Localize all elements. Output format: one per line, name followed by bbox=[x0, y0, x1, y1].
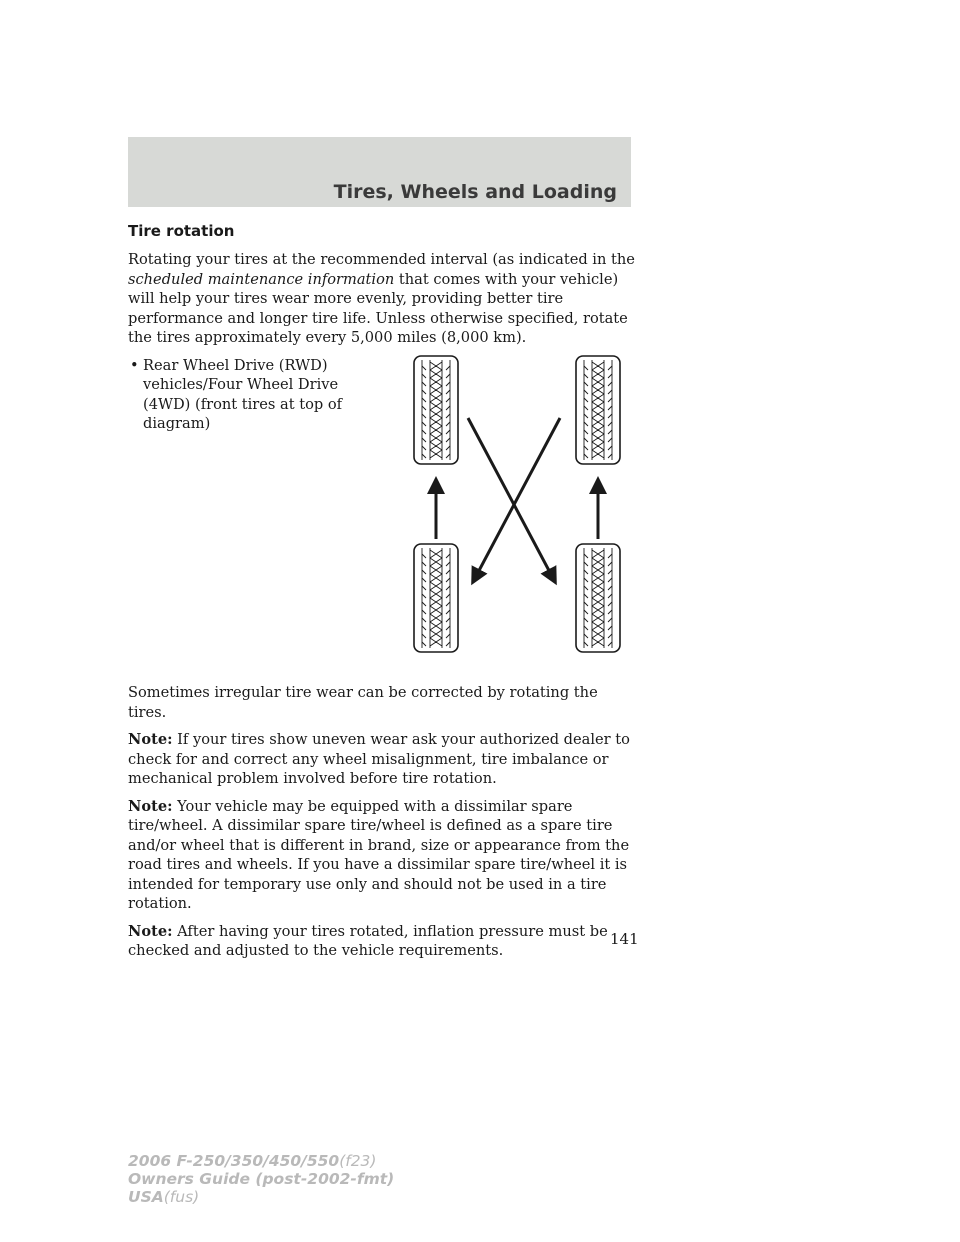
intro-text-end: that comes with your vehicle) will help your tires wear more evenly, providing better tire performance and longer tire life. Unless otherwise specified, rotate the tires approximately every 5,000 miles (8,000 km). bbox=[128, 270, 628, 346]
rotation-arrow-icon bbox=[468, 418, 554, 580]
section-title: Tires, Wheels and Loading bbox=[333, 181, 617, 203]
note-label: Note: bbox=[128, 922, 173, 940]
after-diagram-content bbox=[128, 683, 638, 969]
note-label: Note: bbox=[128, 797, 173, 815]
note-paragraph bbox=[128, 797, 638, 914]
footer-region-code: (fus) bbox=[163, 1188, 200, 1206]
tire-icon bbox=[414, 356, 458, 464]
footer-model-code: (f23) bbox=[339, 1152, 377, 1170]
bullet-marker: • bbox=[130, 356, 139, 374]
footer-model-line bbox=[128, 1152, 394, 1170]
irregular-wear-paragraph: Sometimes irregular tire wear can be corrected by rotating the tires. bbox=[128, 684, 598, 721]
section-header-band bbox=[128, 137, 631, 207]
note-paragraph bbox=[128, 730, 638, 789]
tire-icon bbox=[414, 544, 458, 652]
page-heading: Tire rotation bbox=[128, 222, 235, 240]
list-item bbox=[128, 356, 383, 434]
intro-emphasis: scheduled maintenance information bbox=[128, 270, 395, 288]
page-number: 141 bbox=[610, 930, 639, 948]
footer-guide-line: Owners Guide (post-2002-fmt) bbox=[128, 1170, 395, 1188]
tire-rotation-diagram bbox=[404, 352, 624, 654]
footer-model: 2006 F-250/350/450/550 bbox=[128, 1152, 340, 1170]
intro-text-start: Rotating your tires at the recommended interval (as indicated in the bbox=[128, 251, 635, 268]
footer-region-line bbox=[128, 1188, 394, 1206]
note-paragraph bbox=[128, 922, 638, 961]
note-text: After having your tires rotated, inflation pressure must be checked and adjusted to the vehicle requirements. bbox=[128, 922, 608, 959]
tire-icon bbox=[576, 356, 620, 464]
note-text: Your vehicle may be equipped with a dissimilar spare tire/wheel. A dissimilar spare tire/wheel is defined as a spare tire and/or wheel that is different in brand, size or appearance from the road tires and wheels. If you have a dissimilar spare tire/wheel it is intended for temporary use only and should not be used in a tire rotation. bbox=[128, 797, 630, 912]
document-footer bbox=[128, 1152, 394, 1206]
note-text: If your tires show uneven wear ask your authorized dealer to check for and correct any wheel misalignment, tire imbalance or mechanical problem involved before tire rotation. bbox=[128, 731, 630, 787]
rotation-arrow-icon bbox=[474, 418, 560, 580]
bullet-text: Rear Wheel Drive (RWD) vehicles/Four Wheel Drive (4WD) (front tires at top of diagram) bbox=[143, 356, 343, 432]
intro-paragraph bbox=[128, 250, 638, 348]
note-label: Note: bbox=[128, 731, 173, 748]
footer-region: USA bbox=[128, 1188, 164, 1206]
tire-icon bbox=[576, 544, 620, 652]
